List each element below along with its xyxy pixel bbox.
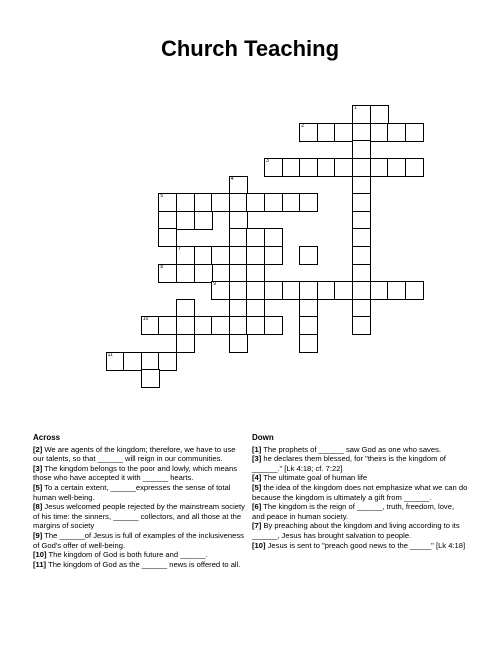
grid-cell[interactable] [352, 158, 371, 177]
grid-cell[interactable] [317, 281, 336, 300]
across-clues [33, 433, 246, 569]
grid-cell[interactable] [246, 316, 265, 335]
clue-item [252, 521, 468, 540]
grid-cell[interactable] [176, 334, 195, 353]
grid-cell[interactable] [211, 316, 230, 335]
grid-cell[interactable] [176, 211, 195, 230]
grid-cell[interactable] [405, 123, 424, 142]
clue-number: 8 [160, 263, 164, 270]
clue-number: 2 [301, 122, 304, 129]
grid-cell[interactable] [317, 123, 336, 142]
grid-cell[interactable] [299, 246, 318, 265]
grid-cell[interactable] [141, 369, 160, 388]
grid-cell[interactable] [211, 246, 230, 265]
grid-cell[interactable] [229, 316, 248, 335]
grid-cell[interactable] [264, 246, 283, 265]
grid-cell[interactable] [352, 176, 371, 195]
clue-item [33, 464, 246, 483]
grid-cell[interactable] [352, 316, 371, 335]
clue-text: The kingdom belongs to the poor and lowly, which means those who have accepted it with ______ hearts. [33, 463, 238, 483]
clue-text: The prophets of ______ saw God as one who saves. [261, 444, 441, 454]
clue-item [252, 483, 468, 502]
clue-text: The kingdom of God as the ______ news is offered to all. [46, 559, 241, 569]
puzzle-title: Church Teaching [160, 36, 340, 61]
grid-cell[interactable] [352, 281, 371, 300]
grid-cell[interactable] [282, 193, 301, 212]
grid-cell[interactable] [158, 228, 177, 247]
grid-cell[interactable] [264, 228, 283, 247]
grid-cell[interactable] [370, 105, 389, 124]
grid-cell[interactable] [370, 158, 389, 177]
grid-cell[interactable] [229, 246, 248, 265]
clue-number: 7 [178, 246, 181, 252]
grid-cell[interactable] [141, 316, 160, 335]
grid-cell[interactable] [194, 193, 213, 212]
grid-cell[interactable] [246, 281, 265, 300]
grid-cell[interactable] [176, 193, 195, 212]
clue-num: [8] [33, 502, 43, 512]
clue-num: [11] [33, 559, 47, 569]
clue-num: [4] [252, 473, 262, 483]
down-clues [252, 433, 468, 550]
clue-item [33, 502, 246, 531]
grid-cell[interactable] [387, 158, 406, 177]
grid-cell[interactable] [282, 158, 301, 177]
clue-text: We are agents of the kingdom; therefore, we have to use our talents, so that ______ will reign in our communities. [33, 444, 236, 464]
clue-text: The kingdom is the reign of ______, truth, freedom, love, and peace in human society. [252, 502, 455, 521]
grid-cell[interactable] [246, 193, 265, 212]
clue-text: To a certain extent, ______expresses the sense of total human well-being. [33, 482, 231, 502]
clue-text: By preaching about the kingdom and living according to its ______, Jesus has brought salvation to people. [252, 521, 460, 540]
clue-num: [2] [33, 444, 43, 454]
grid-cell[interactable] [246, 264, 265, 283]
clue-item [252, 445, 468, 455]
grid-cell[interactable] [229, 281, 248, 300]
grid-cell[interactable] [141, 352, 160, 371]
clue-item [252, 454, 468, 473]
clue-num: [10] [252, 540, 266, 550]
grid-cell[interactable] [299, 123, 318, 142]
grid-cell[interactable] [352, 105, 371, 124]
grid-cell[interactable] [158, 193, 177, 212]
clue-num: [5] [252, 482, 262, 492]
down-heading: Down [252, 433, 274, 442]
grid-cell[interactable] [299, 158, 318, 177]
grid-cell[interactable] [352, 246, 371, 265]
clue-num: [5] [33, 482, 43, 492]
grid-cell[interactable] [352, 140, 371, 159]
grid-cell[interactable] [229, 334, 248, 353]
grid-cell[interactable] [158, 264, 177, 283]
grid-cell[interactable] [334, 123, 353, 142]
grid-cell[interactable] [194, 246, 213, 265]
grid-cell[interactable] [158, 211, 177, 230]
grid-cell[interactable] [264, 316, 283, 335]
down-clue-list [252, 445, 468, 551]
clue-text: he declares them blessed, for "theirs is the kingdom of ______." [Lk 4:18; cf. 7:22] [252, 454, 446, 473]
grid-cell[interactable] [264, 281, 283, 300]
clue-num: [3] [33, 463, 43, 473]
grid-cell[interactable] [246, 246, 265, 265]
clue-item [33, 550, 246, 560]
grid-cell[interactable] [282, 281, 301, 300]
clue-num: [10] [33, 550, 47, 560]
grid-cell[interactable] [211, 193, 230, 212]
grid-cell[interactable] [299, 299, 318, 318]
clue-number: 3 [266, 158, 269, 164]
clue-item [33, 531, 246, 550]
grid-cell[interactable] [246, 228, 265, 247]
grid-cell[interactable] [352, 123, 371, 142]
grid-cell[interactable] [405, 281, 424, 300]
grid-cell[interactable] [176, 316, 195, 335]
grid-cell[interactable] [299, 334, 318, 353]
grid-cell[interactable] [370, 281, 389, 300]
across-heading: Across [33, 433, 61, 442]
grid-cell[interactable] [334, 158, 353, 177]
grid-cell[interactable] [299, 193, 318, 212]
grid-cell[interactable] [264, 193, 283, 212]
clue-number: 11 [107, 351, 113, 358]
grid-cell[interactable] [387, 281, 406, 300]
grid-cell[interactable] [405, 158, 424, 177]
clue-number: 1 [354, 105, 357, 112]
grid-cell[interactable] [158, 352, 177, 371]
clue-text: The ______of Jesus is full of examples of the inclusiveness of God's offer of well-being. [33, 530, 244, 550]
across-clue-list [33, 445, 246, 570]
grid-cell[interactable] [387, 123, 406, 142]
grid-cell[interactable] [352, 193, 371, 212]
grid-cell[interactable] [352, 211, 371, 230]
clue-num: [9] [33, 530, 43, 540]
clue-num: [7] [252, 521, 262, 531]
clue-text: the idea of the kingdom does not emphasize what we can do because the kingdom is ultimately a gift from ______. [252, 482, 468, 502]
clue-item [252, 541, 468, 551]
grid-cell[interactable] [299, 316, 318, 335]
clue-number: 9 [213, 281, 216, 288]
clue-item [33, 445, 246, 464]
grid-cell[interactable] [334, 281, 353, 300]
clue-item [33, 560, 246, 570]
grid-cell[interactable] [176, 299, 195, 318]
grid-cell[interactable] [194, 316, 213, 335]
clue-item [252, 473, 468, 483]
clue-num: [6] [252, 502, 262, 512]
grid-cell[interactable] [158, 316, 177, 335]
clue-num: [1] [252, 444, 262, 454]
grid-cell[interactable] [229, 193, 248, 212]
grid-cell[interactable] [211, 281, 230, 300]
grid-cell[interactable] [317, 158, 336, 177]
grid-cell[interactable] [229, 176, 248, 195]
grid-cell[interactable] [106, 352, 125, 371]
grid-cell[interactable] [299, 281, 318, 300]
grid-cell[interactable] [123, 352, 142, 371]
clue-text: Jesus welcomed people rejected by the mainstream society of his time: the sinners, ______ collectors, and all those at the margins of society [33, 502, 245, 531]
clue-item [33, 483, 246, 502]
grid-cell[interactable] [229, 228, 248, 247]
clue-text: The ultimate goal of human life [261, 473, 368, 483]
grid-cell[interactable] [176, 264, 195, 283]
grid-cell[interactable] [194, 211, 213, 230]
grid-cell[interactable] [264, 158, 283, 177]
clue-text: The kingdom of God is both future and ______. [46, 550, 208, 560]
grid-cell[interactable] [229, 299, 248, 318]
grid-cell[interactable] [352, 264, 371, 283]
grid-cell[interactable] [194, 264, 213, 283]
clue-num: [3] [252, 454, 262, 464]
clue-number: 5 [160, 193, 164, 200]
grid-cell[interactable] [229, 264, 248, 283]
grid-cell[interactable] [352, 299, 371, 318]
grid-cell[interactable] [246, 299, 265, 318]
clue-item [252, 502, 468, 521]
clue-text: Jesus is sent to "preach good news to the _____" [Lk 4:18] [265, 540, 466, 550]
clue-number: 10 [142, 316, 149, 323]
grid-cell[interactable] [176, 246, 195, 265]
grid-cell[interactable] [352, 228, 371, 247]
clue-number: 4 [230, 175, 234, 182]
grid-cell[interactable] [370, 123, 389, 142]
grid-cell[interactable] [229, 211, 248, 230]
